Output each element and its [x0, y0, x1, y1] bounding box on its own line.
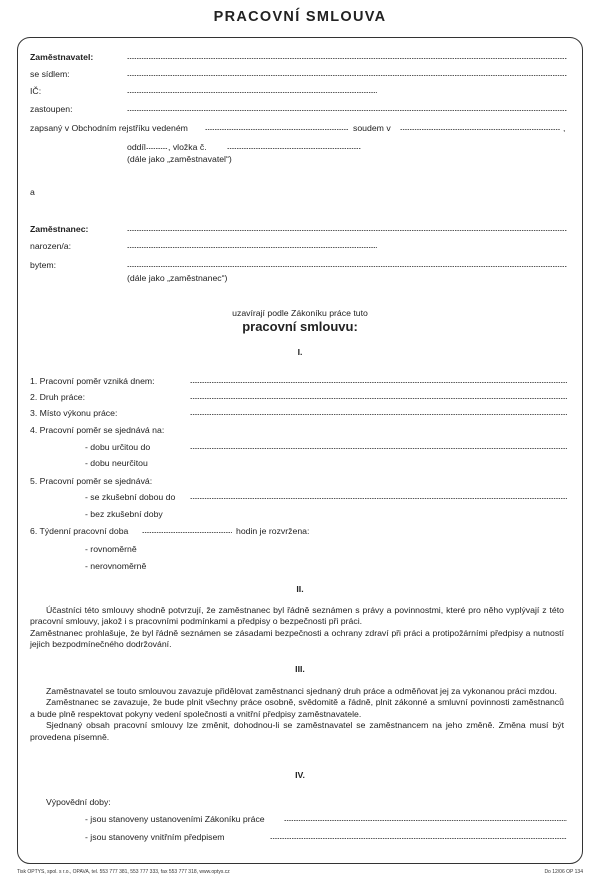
section-2-paragraph-2: Zaměstnanec prohlašuje, že byl řádně seznámen se zásadami bezpečnosti a ochrany zdraví při práci a protipožárními předpisy a nutností jejich bezpodmínečného dodržování. [30, 627, 564, 650]
registry-label: zapsaný v Obchodním rejstříku vedeném [30, 123, 188, 133]
residence-field[interactable] [127, 265, 567, 271]
hours-distributed-label: hodin je rozvržena: [236, 526, 310, 536]
ico-field[interactable] [127, 91, 377, 97]
probation-date-field[interactable] [190, 497, 567, 503]
court-label: soudem v [353, 123, 391, 133]
employee-name-field[interactable] [127, 229, 567, 235]
employer-label: Zaměstnavatel: [30, 52, 94, 62]
indefinite-term-option[interactable]: - dobu neurčitou [85, 458, 148, 468]
fixed-term-option[interactable]: - dobu určitou do [85, 442, 151, 452]
ico-label: IČ: [30, 86, 42, 96]
employee-label: Zaměstnanec: [30, 224, 89, 234]
start-date-field[interactable] [190, 381, 567, 387]
section-3-text [30, 686, 564, 743]
printer-footer: Tisk OPTYS, spol. s r.o., OPAVA, tel. 553 777 381, 553 777 333, fax 553 777 318, www.optys.cz [17, 869, 230, 875]
represented-label: zastoupen: [30, 104, 73, 114]
section-3-paragraph-1: Zaměstnavatel se touto smlouvou zavazuje přidělovat zaměstnanci sjednaný druh práce a odměňovat jej za vykonanou práci mzdou. [46, 686, 557, 696]
weekly-hours-field[interactable] [142, 531, 232, 537]
section-2-text [30, 605, 564, 651]
fixed-term-field[interactable] [190, 447, 567, 453]
employee-alias: (dále jako „zaměstnanec“) [127, 273, 228, 283]
document-title: PRACOVNÍ SMLOUVA [213, 9, 387, 25]
work-kind-field[interactable] [190, 397, 567, 403]
even-option[interactable]: - rovnoměrně [85, 544, 137, 554]
uneven-option[interactable]: - nerovnoměrně [85, 561, 147, 571]
represented-field[interactable] [127, 109, 567, 115]
born-field[interactable] [127, 246, 377, 252]
residence-label: bytem: [30, 260, 57, 270]
notice-period-label: Výpovědní doby: [46, 797, 111, 807]
section-3-paragraph-2: Zaměstnanec se zavazuje, že bude plnit všechny práce osobně, svědomitě a řádně, plnit zákonné a smluvní povinnosti zaměstnanců a bude plně respektovat pokyny vedení společnosti a vnitřní předpisy zaměstnavatele. [30, 697, 564, 719]
form-code-footer: Do 12/06 OP 134 [544, 869, 583, 875]
statutory-notice-field[interactable] [284, 819, 567, 825]
section-label: oddíl [127, 142, 146, 152]
item-probation-label: 5. Pracovní poměr se sjednává: [30, 476, 153, 486]
intro-text: uzavírají podle Zákoníku práce tuto [232, 308, 368, 318]
section-2-heading: II. [296, 584, 304, 594]
section-1-heading: I. [297, 347, 303, 357]
seat-field[interactable] [127, 74, 567, 80]
seat-label: se sídlem: [30, 69, 70, 79]
born-label: narozen/a: [30, 241, 72, 251]
section-field[interactable] [146, 147, 168, 153]
insert-field[interactable] [227, 147, 361, 153]
statutory-notice-option[interactable]: - jsou stanoveny ustanoveními Zákoníku práce [85, 814, 265, 824]
internal-notice-option[interactable]: - jsou stanoveny vnitřním předpisem [85, 832, 225, 842]
insert-label: , vložka č. [168, 142, 207, 152]
item-kind-label: 2. Druh práce: [30, 392, 86, 402]
internal-notice-field[interactable] [270, 837, 567, 843]
without-probation-option[interactable]: - bez zkušební doby [85, 509, 163, 519]
employer-name-field[interactable] [127, 57, 567, 63]
section-4-heading: IV. [295, 770, 305, 780]
section-3-paragraph-3: Sjednaný obsah pracovní smlouvy lze změnit, dohodnou-li se zaměstnavatel se zaměstnancem na jeho změně. Změna musí být provedena písemně. [30, 720, 564, 742]
work-place-field[interactable] [190, 413, 567, 419]
item-hours-label: 6. Týdenní pracovní doba [30, 526, 129, 536]
with-probation-option[interactable]: - se zkušební dobou do [85, 492, 176, 502]
registry-field[interactable] [205, 128, 348, 134]
comma: , [563, 123, 566, 133]
item-duration-label: 4. Pracovní poměr se sjednává na: [30, 425, 165, 435]
employer-alias: (dále jako „zaměstnavatel“) [127, 154, 232, 164]
section-2-paragraph-1: Účastníci této smlouvy shodně potvrzují, že zaměstnanec byl řádně seznámen s právy a povinnostmi, které pro něho vyplývají z této pracovní smlouvy, jakož i s pracovními podmínkami a předpisy o bezpečnosti při práci. [30, 605, 564, 627]
item-start-label: 1. Pracovní poměr vzniká dnem: [30, 376, 155, 386]
section-3-heading: III. [295, 664, 305, 674]
court-field[interactable] [400, 128, 560, 134]
contract-heading: pracovní smlouvu: [242, 319, 358, 334]
and-label: a [30, 187, 35, 197]
item-place-label: 3. Místo výkonu práce: [30, 408, 118, 418]
